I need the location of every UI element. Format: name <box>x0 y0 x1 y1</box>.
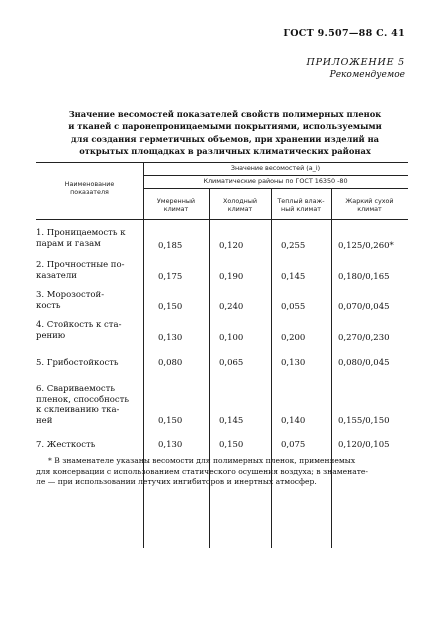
table-cell: 0,080 <box>158 358 183 368</box>
column-header-cold: Холодный климат <box>222 197 258 213</box>
table-cell: 0,270/0,230 <box>338 333 390 343</box>
table-cell: 0,055 <box>281 302 306 312</box>
row-label: 2. Прочностные по- казатели <box>36 260 125 281</box>
table-cell: 0,255 <box>281 241 306 251</box>
table-cell: 0,140 <box>281 416 306 426</box>
title-line: открытых площадках в различных климатических районах <box>79 146 371 157</box>
table-top-rule <box>36 162 408 163</box>
title-line: для создания герметичных объемов, при хранении изделий на <box>70 133 380 144</box>
table-cell: 0,130 <box>281 358 306 368</box>
footnote-line: для консервации с использованием статического осушения воздуха; в знаменате- <box>36 466 368 476</box>
document-title <box>40 108 410 158</box>
row-label: 6. Свариваемость пленок, способность к склеиванию тка- ней <box>36 384 130 426</box>
column-header-warm-humid: Теплый влаж- ный климат <box>277 197 325 213</box>
column-divider <box>209 188 210 548</box>
row-label: 7. Жесткость <box>36 440 96 450</box>
page-header: ГОСТ 9.507—88 С. 41 <box>283 28 405 39</box>
footnote <box>36 456 408 488</box>
table-cell: 0,130 <box>158 333 183 343</box>
table-cell: 0,150 <box>158 302 183 312</box>
footnote-line: * В знаменателе указаны весомости для полимерных пленок, применяемых <box>48 456 356 465</box>
footnote-line: ле — при использовании летучих ингибиторов и инертных атмосфер. <box>36 477 317 487</box>
table-cell: 0,155/0,150 <box>338 416 390 426</box>
table-cell: 0,145 <box>281 272 306 282</box>
table-cell: 0,150 <box>158 416 183 426</box>
subgroup-header-rule <box>143 188 408 189</box>
table-cell: 0,145 <box>219 416 244 426</box>
row-label: 3. Морозостой- кость <box>36 290 105 311</box>
column-header-name: Наименование показателя <box>64 180 115 196</box>
appendix-status: Рекомендуемое <box>329 70 405 80</box>
title-line: и тканей с паронепроницаемыми покрытиями, используемыми <box>68 121 382 132</box>
row-label: 4. Стойкость к ста- рению <box>36 320 122 341</box>
table-cell: 0,070/0,045 <box>338 302 390 312</box>
table-cell: 0,100 <box>219 333 244 343</box>
table-cell: 0,200 <box>281 333 306 343</box>
table-cell: 0,125/0,260* <box>338 241 394 251</box>
column-divider <box>271 188 272 548</box>
table-cell: 0,240 <box>219 302 244 312</box>
column-subgroup-header: Климатические районы по ГОСТ 16350 -80 <box>203 177 348 185</box>
appendix-label: ПРИЛОЖЕНИЕ 5 <box>306 57 405 68</box>
table-cell: 0,175 <box>158 272 183 282</box>
table-cell: 0,150 <box>219 440 244 450</box>
column-group-header: Значение весомостей (a_i) <box>230 164 321 172</box>
table-cell: 0,120/0,105 <box>338 440 390 450</box>
column-divider <box>331 188 332 548</box>
table-cell: 0,075 <box>281 440 306 450</box>
table-cell: 0,185 <box>158 241 183 251</box>
table-cell: 0,130 <box>158 440 183 450</box>
header-bottom-rule <box>36 219 408 220</box>
row-label: 5. Грибостойкость <box>36 358 119 368</box>
group-header-rule <box>143 175 408 176</box>
table-cell: 0,080/0,045 <box>338 358 390 368</box>
row-label: 1. Проницаемость к парам и газам <box>36 228 126 249</box>
column-divider <box>143 162 144 548</box>
table-cell: 0,190 <box>219 272 244 282</box>
title-line: Значение весомостей показателей свойств полимерных пленок <box>68 109 382 119</box>
table-cell: 0,120 <box>219 241 244 251</box>
table-cell: 0,065 <box>219 358 244 368</box>
column-header-hot-dry: Жаркий сухой климат <box>345 197 394 213</box>
column-header-temperate: Умеренный климат <box>156 197 196 213</box>
table-cell: 0,180/0,165 <box>338 272 390 282</box>
